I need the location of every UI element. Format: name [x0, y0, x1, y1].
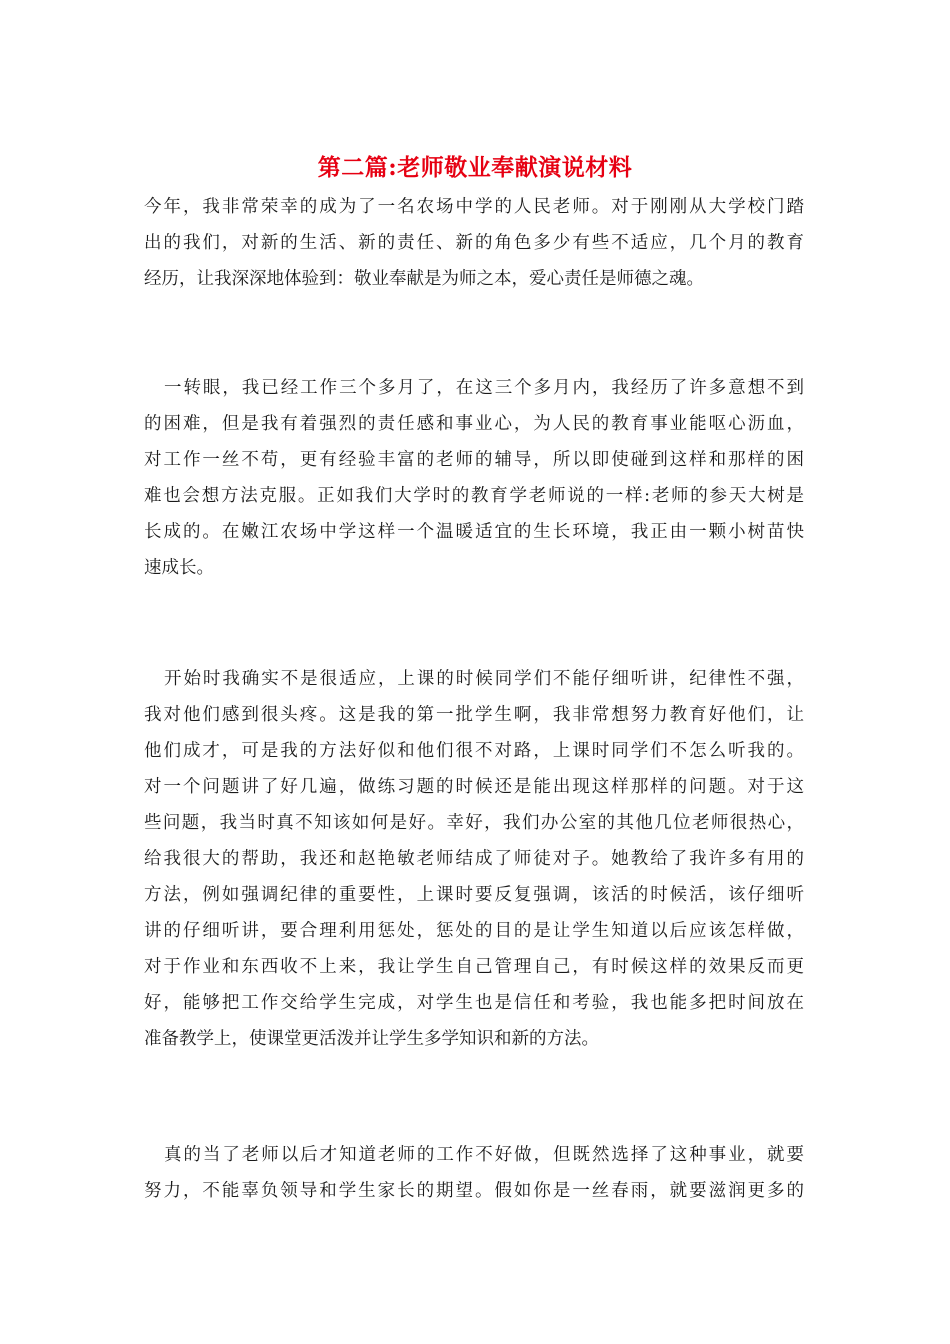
paragraph-2 [144, 370, 804, 586]
text-line: 好，能够把工作交给学生完成，对学生也是信任和考验，我也能多把时间放在 [144, 993, 804, 1013]
text-line: 难也会想方法克服。正如我们大学时的教育学老师说的一样:老师的参天大树是 [144, 486, 804, 506]
text-line: 对于作业和东西收不上来，我让学生自己管理自己，有时候这样的效果反而更 [144, 957, 804, 977]
text-line: 的困难，但是我有着强烈的责任感和事业心，为人民的教育事业能呕心沥血， [144, 414, 804, 434]
text-line: 他们成才，可是我的方法好似和他们很不对路，上课时同学们不怎么听我的。 [144, 741, 804, 761]
text-line: 长成的。在嫩江农场中学这样一个温暖适宜的生长环境，我正由一颗小树苗快 [144, 522, 804, 542]
text-line: 经历，让我深深地体验到：敬业奉献是为师之本，爱心责任是师德之魂。 [144, 269, 704, 289]
paragraph-1 [144, 189, 804, 297]
text-line: 准备教学上，使课堂更活泼并让学生多学知识和新的方法。 [144, 1029, 599, 1049]
text-line: 速成长。 [144, 558, 214, 578]
document-title: 第二篇:老师敬业奉献演说材料 [317, 154, 633, 181]
text-line: 出的我们，对新的生活、新的责任、新的角色多少有些不适应，几个月的教育 [144, 233, 804, 253]
paragraph-4 [144, 1137, 804, 1209]
text-line: 给我很大的帮助，我还和赵艳敏老师结成了师徒对子。她教给了我许多有用的 [144, 849, 804, 869]
text-line: 些问题，我当时真不知该如何是好。幸好，我们办公室的其他几位老师很热心， [144, 813, 804, 833]
text-line: 对工作一丝不苟，更有经验丰富的老师的辅导，所以即使碰到这样和那样的困 [144, 450, 804, 470]
text-line: 努力，不能辜负领导和学生家长的期望。假如你是一丝春雨，就要滋润更多的 [144, 1181, 804, 1201]
text-line: 方法，例如强调纪律的重要性，上课时要反复强调，该活的时候活，该仔细听 [144, 885, 804, 905]
text-line: 今年，我非常荣幸的成为了一名农场中学的人民老师。对于刚刚从大学校门踏 [144, 197, 804, 217]
text-line: 我对他们感到很头疼。这是我的第一批学生啊，我非常想努力教育好他们，让 [144, 705, 804, 725]
text-line: 一转眼，我已经工作三个多月了，在这三个多月内，我经历了许多意想不到 [164, 378, 804, 398]
text-line: 开始时我确实不是很适应，上课的时候同学们不能仔细听讲，纪律性不强， [164, 669, 804, 689]
text-line: 讲的仔细听讲，要合理利用惩处，惩处的目的是让学生知道以后应该怎样做， [144, 921, 804, 941]
text-line: 对一个问题讲了好几遍，做练习题的时候还是能出现这样那样的问题。对于这 [144, 777, 804, 797]
text-line: 真的当了老师以后才知道老师的工作不好做，但既然选择了这种事业，就要 [164, 1145, 804, 1165]
paragraph-3 [144, 661, 804, 1057]
